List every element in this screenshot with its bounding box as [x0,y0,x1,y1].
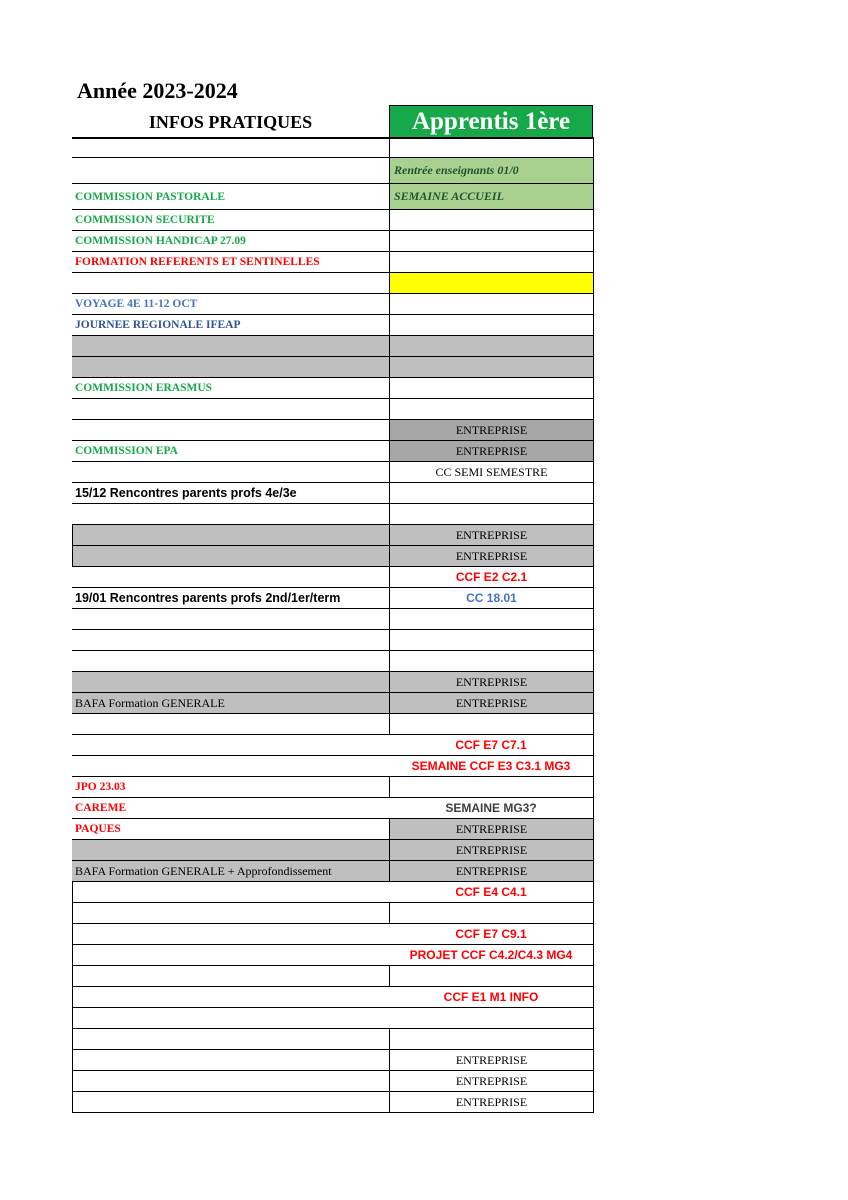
row-left-cell [72,357,389,377]
row-right-cell [389,903,594,923]
table-row [72,756,594,777]
table-row [72,840,594,861]
row-right-cell: CCF E4 C4.1 [389,882,594,902]
page-title: Année 2023-2024 [77,78,238,103]
row-left-cell [72,567,389,587]
table-row [72,609,594,630]
row-left-cell [72,525,389,545]
row-right-cell: CCF E7 C7.1 [389,735,594,755]
row-right-cell [389,138,594,157]
row-right-cell [389,273,594,293]
table-row [72,184,594,210]
table-row [72,504,594,525]
table-row [72,483,594,504]
table-row [72,777,594,798]
row-left-cell [72,1092,389,1112]
row-right-cell [389,231,594,251]
row-right-cell [389,252,594,272]
table-row [72,210,594,231]
row-left-cell: COMMISSION SECURITE [75,214,215,226]
row-left-cell: VOYAGE 4E 11-12 OCT [75,298,198,310]
row-right-cell: CCF E7 C9.1 [389,924,594,944]
table-row [72,672,594,693]
table-row [72,378,594,399]
row-left-cell [72,336,389,356]
row-right-cell [389,336,594,356]
row-left-cell [72,546,389,566]
row-left-cell: COMMISSION HANDICAP 27.09 [75,235,246,247]
row-right-cell [389,504,594,524]
row-right-cell [389,210,594,230]
row-left-cell [72,1050,389,1070]
table-row [72,924,594,945]
row-left-cell [72,420,389,440]
table-row [72,1071,594,1092]
table-row [72,798,594,819]
table-row [72,462,594,483]
table-row [72,252,594,273]
row-right-cell: CC 18.01 [389,588,594,608]
table-row [72,651,594,672]
table-row [72,735,594,756]
table-row [72,1050,594,1071]
table-row [72,630,594,651]
row-right-cell: ENTREPRISE [389,693,594,713]
row-right-cell [389,609,594,629]
table-row [72,567,594,588]
row-left-cell: JPO 23.03 [75,781,126,793]
row-right-cell [389,777,594,797]
row-right-cell: SEMAINE MG3? [389,798,594,818]
row-right-cell: ENTREPRISE [389,819,594,839]
row-left-cell: JOURNEE REGIONALE IFEAP [75,319,241,331]
row-right-cell: CC SEMI SEMESTRE [389,462,594,482]
row-right-cell: ENTREPRISE [389,525,594,545]
row-left-cell [72,273,389,293]
table-row [72,714,594,735]
row-left-cell [72,672,389,692]
row-left-cell [72,651,389,671]
row-right-cell [389,399,594,419]
row-right-cell: ENTREPRISE [389,861,594,881]
row-left-cell: FORMATION REFERENTS ET SENTINELLES [75,256,320,268]
row-right-cell: ENTREPRISE [389,672,594,692]
row-left-cell [72,882,389,902]
apprentis-header: Apprentis 1ère [389,105,593,137]
row-left-cell [72,630,389,650]
table-row [72,819,594,840]
row-right-cell: SEMAINE CCF E3 C3.1 MG3 [389,756,594,776]
table-row [72,693,594,714]
row-right-cell [389,378,594,398]
table-row [72,588,594,609]
row-left-cell [72,714,389,734]
row-left-cell: COMMISSION ERASMUS [75,382,213,394]
row-left-cell [72,987,389,1007]
row-right-cell [389,357,594,377]
row-left-cell [72,504,389,524]
table-row [72,546,594,567]
row-right-cell: SEMAINE ACCUEIL [389,184,594,209]
row-left-cell [72,756,389,776]
table-row [72,1092,594,1113]
row-left-cell: CAREME [75,802,127,814]
row-right-cell: CCF E2 C2.1 [389,567,594,587]
row-left-cell [72,1008,389,1028]
row-right-cell [389,315,594,335]
row-right-cell: ENTREPRISE [389,840,594,860]
row-left-cell [72,840,389,860]
row-right-cell [389,1029,594,1049]
row-right-cell [389,1008,594,1028]
row-right-cell: ENTREPRISE [389,441,594,461]
table-row [72,158,594,184]
row-left-cell [72,1071,389,1091]
row-right-cell [389,630,594,650]
row-right-cell [389,714,594,734]
row-left-cell: PAQUES [75,823,121,835]
table-row [72,399,594,420]
row-left-cell [72,945,389,965]
row-right-cell: ENTREPRISE [389,546,594,566]
row-left-cell: 15/12 Rencontres parents profs 4e/3e [75,486,297,500]
row-right-cell [389,966,594,986]
row-left-cell: BAFA Formation GENERALE [72,693,389,713]
row-left-cell [72,966,389,986]
row-right-cell: ENTREPRISE [389,1092,594,1112]
table-row [72,336,594,357]
row-left-cell [72,924,389,944]
row-right-cell: ENTREPRISE [389,1050,594,1070]
row-left-cell [72,609,389,629]
table-row [72,315,594,336]
row-right-cell [389,651,594,671]
row-right-cell [389,294,594,314]
table-row [72,273,594,294]
table-row [72,861,594,882]
table-row [72,1029,594,1050]
table-row [72,903,594,924]
table-row [72,441,594,462]
row-right-cell: CCF E1 M1 INFO [389,987,594,1007]
table-row [72,1008,594,1029]
row-right-cell: PROJET CCF C4.2/C4.3 MG4 [389,945,594,965]
table-row [72,420,594,441]
table-row [72,294,594,315]
row-right-cell: ENTREPRISE [389,1071,594,1091]
table-row [72,882,594,903]
row-left-cell [72,138,389,157]
table-row [72,966,594,987]
row-right-cell: ENTREPRISE [389,420,594,440]
table-row [72,987,594,1008]
row-left-cell [72,1029,389,1049]
infos-pratiques-header: INFOS PRATIQUES [148,112,313,132]
row-right-cell [389,483,594,503]
table-row [72,138,594,158]
table-row [72,357,594,378]
row-left-cell [72,158,389,183]
row-left-cell: COMMISSION PASTORALE [75,190,226,203]
table-row [72,231,594,252]
row-right-cell: Rentrée enseignants 01/0 [389,158,594,183]
row-left-cell [72,735,389,755]
row-left-cell [72,903,389,923]
row-left-cell: 19/01 Rencontres parents profs 2nd/1er/term [75,591,341,605]
row-left-cell [72,462,389,482]
row-left-cell: BAFA Formation GENERALE + Approfondissement [72,861,389,881]
row-left-cell: COMMISSION EPA [75,445,178,457]
table-row [72,525,594,546]
table-row [72,945,594,966]
row-left-cell [72,399,389,419]
